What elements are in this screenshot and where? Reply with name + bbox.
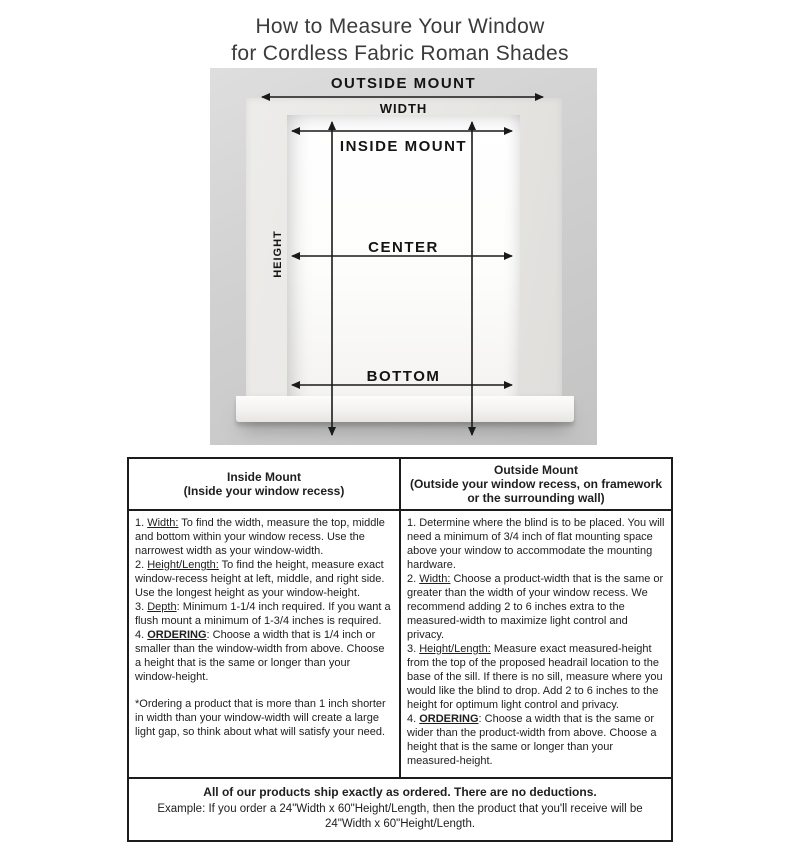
instruction-paragraph: 3. Height/Length: Measure exact measured-height from the top of the proposed headrail location to the base of the sill. If there is no sill, measure where you would like the blind to drop. Add 2 to 6 inches to the height for optimum light control and privacy.: [407, 643, 663, 711]
window-measure-diagram: [210, 68, 597, 445]
outside-mount-label: OUTSIDE MOUNT: [330, 75, 477, 92]
width-label: WIDTH: [379, 101, 428, 116]
outside-mount-header-title: Outside Mount: [494, 463, 578, 477]
height-label: HEIGHT: [272, 230, 284, 278]
table-footer-row: [129, 777, 671, 840]
example-line-2: 24"Width x 60"Height/Length.: [324, 818, 476, 830]
instruction-paragraph: 4. ORDERING: Choose a width that is 1/4 inch or smaller than the window-width from above. Choose a height that is the same or longer than your window-height.: [135, 629, 385, 683]
table-body-row: [129, 511, 671, 777]
inside-mount-header: [129, 459, 399, 509]
instruction-paragraph: 4. ORDERING: Choose a width that is the same or wider than the product-width from above. Choose a height that is the same or longer than your measured-height.: [407, 713, 657, 767]
center-label: CENTER: [368, 239, 439, 256]
instruction-paragraph: 3. Depth: Minimum 1-1/4 inch required. If you want a flush mount a minimum of 1-3/4 inches is required.: [135, 601, 391, 627]
table-header-row: [129, 459, 671, 511]
measuring-instructions-table: [127, 457, 673, 842]
example-line-1: Example: If you order a 24"Width x 60"Height/Length, then the product that you'll receive will be: [157, 803, 643, 815]
outside-mount-instructions: [399, 511, 671, 777]
bottom-label: BOTTOM: [366, 368, 441, 385]
inside-mount-instructions: [129, 511, 399, 777]
title-line-2: for Cordless Fabric Roman Shades: [231, 42, 569, 65]
outside-mount-header: [399, 459, 671, 509]
inside-mount-header-title: Inside Mount: [227, 470, 301, 484]
instruction-paragraph: 1. Determine where the blind is to be placed. You will need a minimum of 3/4 inch of flat mounting space above your window to accommodate the mounting hardware.: [407, 517, 665, 571]
title-line-1: How to Measure Your Window: [255, 15, 545, 38]
instruction-paragraph: 1. Width: To find the width, measure the top, middle and bottom within your window recess. Use the narrowest width as your window-width.: [135, 517, 385, 557]
inside-mount-label: INSIDE MOUNT: [339, 138, 468, 155]
instruction-paragraph: 2. Width: Choose a product-width that is the same or greater than the width of your window recess. We recommend adding 2 to 6 inches extra to the measured-width to maximize light control and privacy.: [407, 573, 664, 641]
page-title: [0, 13, 800, 67]
outside-mount-header-subtitle: (Outside your window recess, on framework or the surrounding wall): [409, 477, 663, 505]
measurement-arrows: [210, 68, 597, 445]
instruction-paragraph: *Ordering a product that is more than 1 inch shorter in width than your window-width will create a large light gap, so think about what will satisfy your need.: [135, 698, 386, 738]
no-deductions-note: All of our products ship exactly as ordered. There are no deductions.: [203, 785, 597, 799]
instruction-paragraph: 2. Height/Length: To find the height, measure exact window-recess height at left, middle, and right side. Use the longest height as your window-height.: [135, 559, 385, 599]
inside-mount-header-subtitle: (Inside your window recess): [183, 484, 345, 498]
